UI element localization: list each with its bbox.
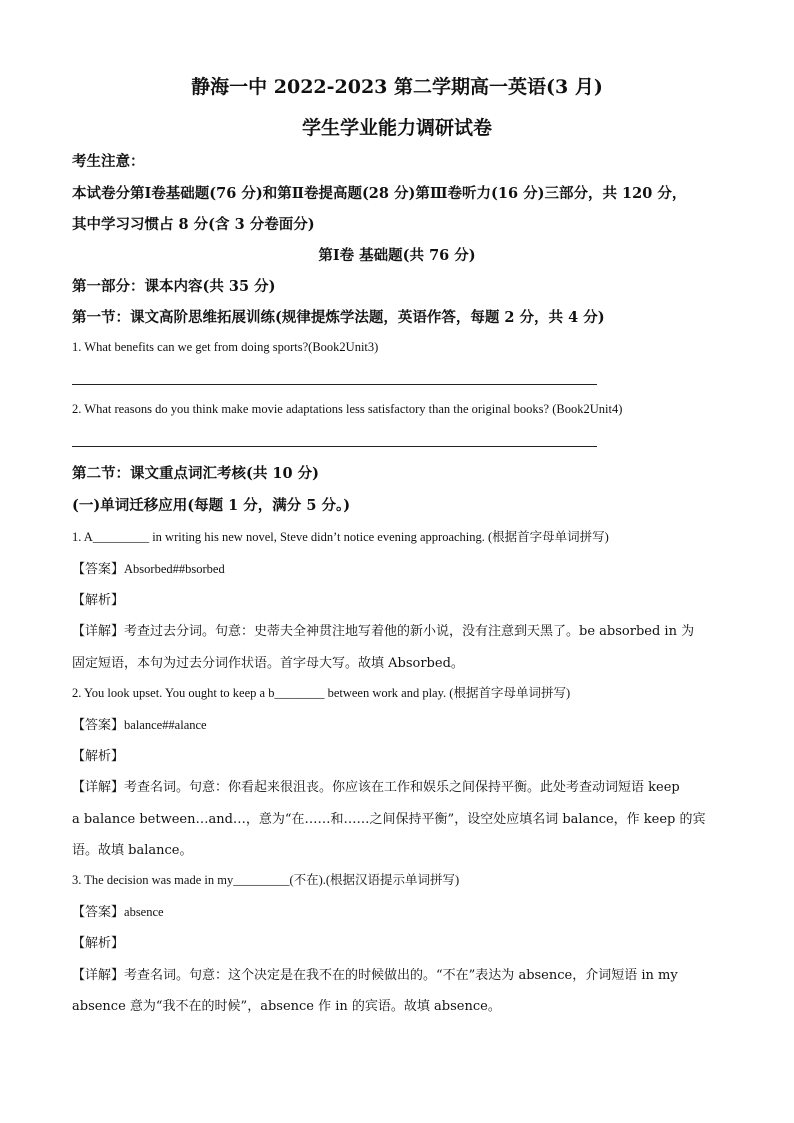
answer-tag: 【答案】 bbox=[72, 562, 125, 577]
part-1-heading: 第一部分：课本内容(共 35 分) bbox=[72, 278, 276, 295]
answer-line-1[interactable] bbox=[72, 384, 597, 385]
answer-text: balance##alance bbox=[124, 718, 207, 732]
answer-text: absence bbox=[124, 905, 164, 919]
notice-line-1: 本试卷分第Ⅰ卷基础题(76 分)和第Ⅱ卷提高题(28 分)第Ⅲ卷听力(16 分)三部分，共 120 分， bbox=[72, 185, 687, 202]
detail-text: 考查名词。句意：你看起来很沮丧。你应该在工作和娱乐之间保持平衡。此处考查动词短语 keep bbox=[124, 780, 680, 795]
question-1: 1. What benefits can we get from doing sports?(Book2Unit3) bbox=[72, 340, 379, 354]
volume-heading: 第Ⅰ卷 基础题(共 76 分) bbox=[318, 247, 476, 264]
answer-tag: 【答案】 bbox=[72, 905, 125, 920]
section-1-heading: 第一节：课文高阶思维拓展训练(规律提炼学法题，英语作答，每题 2 分，共 4 分) bbox=[72, 309, 605, 326]
detail-tag: 【详解】 bbox=[72, 624, 125, 639]
exam-title: 静海一中 2022-2023 第二学期高一英语(3 月) bbox=[191, 76, 603, 98]
item-1-answer bbox=[72, 558, 225, 577]
item-3-answer bbox=[72, 901, 164, 920]
item-1-detail-line-1 bbox=[72, 620, 694, 639]
question-2: 2. What reasons do you think make movie adaptations less satisfactory than the original books? (Book2Unit4) bbox=[72, 402, 623, 416]
item-2-detail-line-1 bbox=[72, 776, 680, 795]
detail-tag: 【详解】 bbox=[72, 780, 125, 795]
detail-text: 考查名词。句意：这个决定是在我不在的时候做出的。“不在”表达为 absence，介词短语 in my bbox=[124, 968, 678, 983]
item-3-analysis-tag: 【解析】 bbox=[72, 936, 125, 951]
notice-line-2: 其中学习习惯占 8 分(含 3 分卷面分) bbox=[72, 216, 315, 233]
item-3-detail-line-2: absence 意为“我不在的时候”，absence 作 in 的宾语。故填 absence。 bbox=[72, 999, 501, 1014]
item-2-answer bbox=[72, 714, 207, 733]
answer-text: Absorbed##bsorbed bbox=[124, 562, 225, 576]
detail-tag: 【详解】 bbox=[72, 968, 125, 983]
item-3-question: 3. The decision was made in my_________(不在).(根据汉语提示单词拼写) bbox=[72, 873, 460, 887]
answer-line-2[interactable] bbox=[72, 446, 597, 447]
section-2-heading: 第二节：课文重点词汇考核(共 10 分) bbox=[72, 465, 319, 482]
item-2-detail-line-3: 语。故填 balance。 bbox=[72, 843, 193, 858]
section-2-subheading: (一)单词迁移应用(每题 1 分，满分 5 分。) bbox=[72, 497, 351, 514]
item-1-question: 1. A_________ in writing his new novel, Steve didn’t notice evening approaching. (根据首字母单词拼写) bbox=[72, 530, 609, 544]
item-3-detail-line-1 bbox=[72, 964, 678, 983]
item-2-analysis-tag: 【解析】 bbox=[72, 749, 125, 764]
answer-tag: 【答案】 bbox=[72, 718, 125, 733]
item-1-detail-line-2: 固定短语，本句为过去分词作状语。首字母大写。故填 Absorbed。 bbox=[72, 656, 464, 671]
notice-heading: 考生注意： bbox=[72, 153, 145, 170]
exam-subtitle: 学生学业能力调研试卷 bbox=[301, 117, 492, 139]
item-2-detail-line-2: a balance between…and…，意为“在……和……之间保持平衡”，设空处应填名词 balance，作 keep 的宾 bbox=[72, 812, 706, 827]
detail-text: 考查过去分词。句意：史蒂夫全神贯注地写着他的新小说，没有注意到天黑了。be absorbed in 为 bbox=[124, 624, 695, 639]
item-2-question: 2. You look upset. You ought to keep a b________ between work and play. (根据首字母单词拼写) bbox=[72, 686, 571, 700]
item-1-analysis-tag: 【解析】 bbox=[72, 593, 125, 608]
